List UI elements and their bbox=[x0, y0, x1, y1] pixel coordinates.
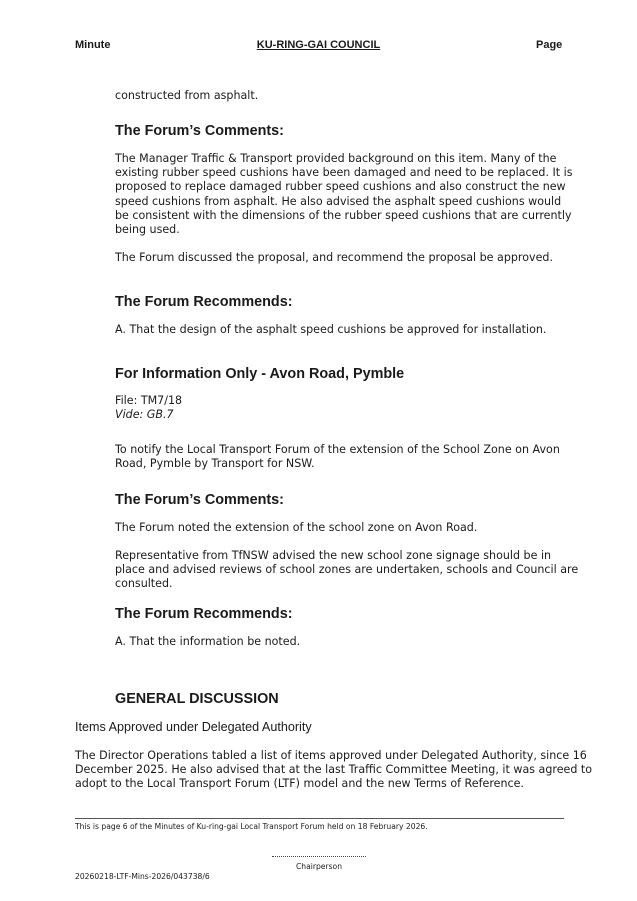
recommendation-a-2: A. That the information be noted. bbox=[115, 635, 301, 648]
footer-page-note: This is page 6 of the Minutes of Ku-ring-gai Local Transport Forum held on 18 February 2026. bbox=[75, 822, 428, 831]
forum-recommends-heading-2: The Forum Recommends: bbox=[115, 606, 293, 622]
delegated-authority-subheading: Items Approved under Delegated Authority bbox=[75, 720, 312, 734]
text-line: The Director Operations tabled a list of items approved under Delegated Authority, since 16 bbox=[75, 749, 587, 762]
text-line: existing rubber speed cushions have been damaged and need to be replaced. It is bbox=[115, 166, 573, 180]
forum-recommends-heading: The Forum Recommends: bbox=[115, 294, 293, 310]
avon-road-heading: For Information Only - Avon Road, Pymble bbox=[115, 366, 405, 382]
intro-line: constructed from asphalt. bbox=[115, 89, 259, 102]
forum-comments-heading-2: The Forum’s Comments: bbox=[115, 492, 284, 508]
text-line: To notify the Local Transport Forum of the extension of the School Zone on Avon bbox=[115, 443, 560, 456]
text-line: Road, Pymble by Transport for NSW. bbox=[115, 457, 315, 471]
general-discussion-paragraph bbox=[75, 749, 592, 792]
text-line: December 2025. He also advised that at the last Traffic Committee Meeting, it was agreed to bbox=[75, 763, 593, 777]
vide-reference: Vide: GB.7 bbox=[115, 408, 174, 421]
text-line: place and advised reviews of school zones are undertaken, schools and Council are bbox=[115, 563, 579, 577]
header-council-title: KU-RING-GAI COUNCIL bbox=[256, 39, 381, 51]
forum-noted-paragraph: The Forum noted the extension of the school zone on Avon Road. bbox=[115, 521, 478, 534]
tfnsw-paragraph bbox=[115, 549, 578, 592]
text-line: be consistent with the dimensions of the rubber speed cushions that are currently bbox=[115, 208, 572, 222]
general-discussion-heading: GENERAL DISCUSSION bbox=[115, 691, 279, 707]
text-line: adopt to the Local Transport Forum (LTF) model and the new Terms of Reference. bbox=[75, 777, 524, 791]
text-line: speed cushions from asphalt. He also advised the asphalt speed cushions would bbox=[115, 194, 562, 208]
text-line: consulted. bbox=[115, 577, 173, 591]
forum-comments-paragraph bbox=[115, 152, 573, 237]
document-reference: 20260218-LTF-Mins-2026/043738/6 bbox=[75, 872, 210, 881]
text-line: being used. bbox=[115, 223, 180, 237]
forum-comments-heading: The Forum’s Comments: bbox=[115, 123, 284, 139]
forum-discussion-paragraph: The Forum discussed the proposal, and recommend the proposal be approved. bbox=[115, 251, 553, 264]
signature-label: Chairperson bbox=[295, 862, 343, 871]
header-minute: Minute bbox=[75, 39, 111, 51]
text-line: proposed to replace damaged rubber speed cushions and also construct the new bbox=[115, 180, 566, 194]
text-line: Representative from TfNSW advised the new school zone signage should be in bbox=[115, 549, 552, 562]
header-page: Page bbox=[536, 39, 563, 51]
signature-line bbox=[272, 856, 366, 857]
file-reference: File: TM7/18 bbox=[115, 394, 183, 407]
purpose-paragraph bbox=[115, 443, 560, 471]
recommendation-a: A. That the design of the asphalt speed cushions be approved for installation. bbox=[115, 323, 547, 336]
footer-divider bbox=[75, 818, 564, 819]
text-line: The Manager Traffic & Transport provided background on this item. Many of the bbox=[115, 152, 557, 165]
